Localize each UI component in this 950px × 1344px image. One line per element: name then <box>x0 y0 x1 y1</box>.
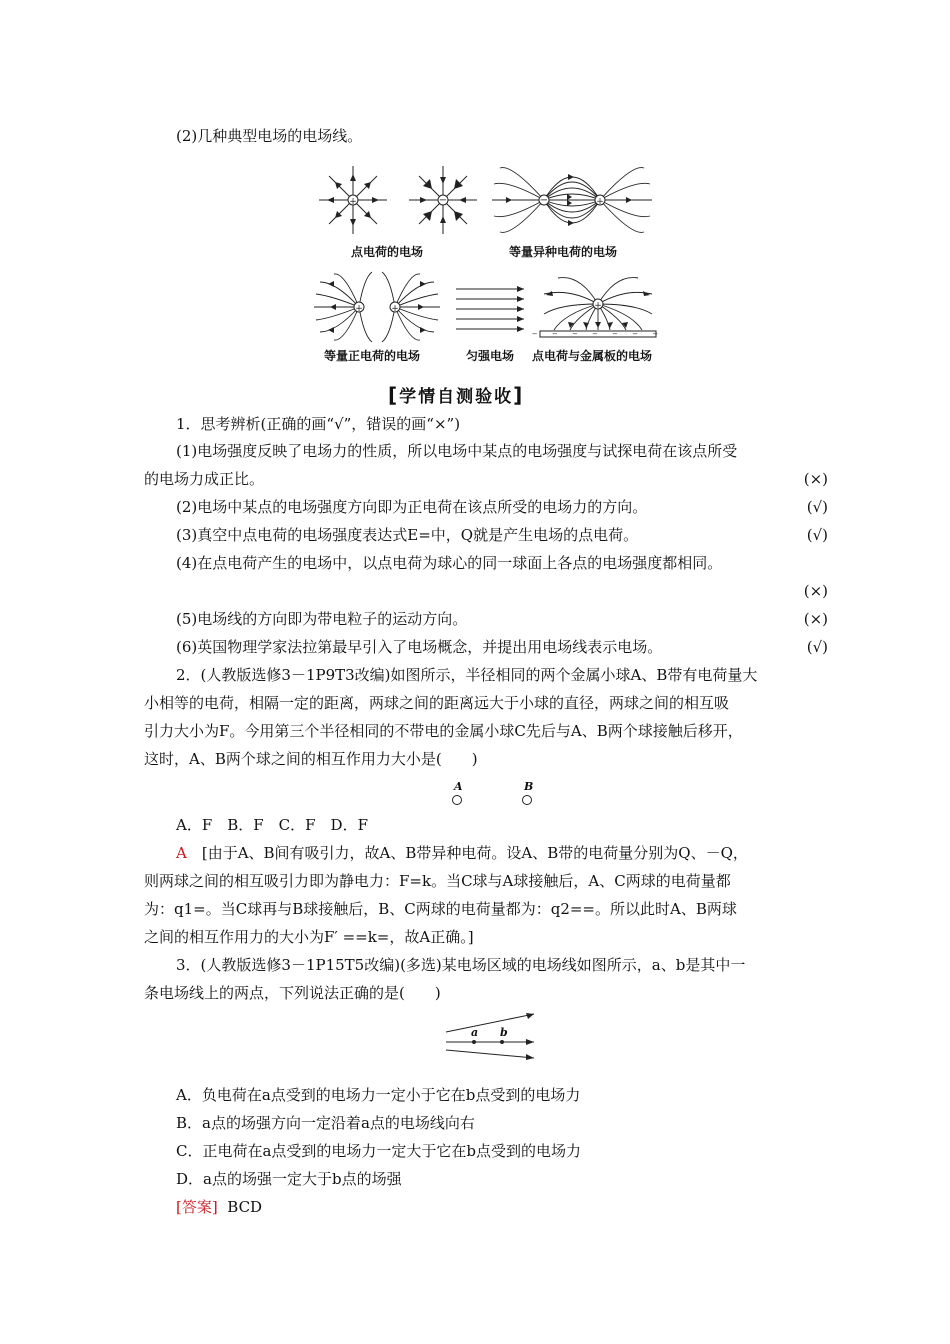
q2-explanation-line-2: 则两球之间的相互吸引力即为静电力：F=k。当C球与A球接触后，A、C两球的电荷量都 <box>144 872 731 890</box>
q2-explanation-line-3: 为：q1=。当C球再与B球接触后，B、C两球的电荷量都为：q2==。所以此时A、B两球 <box>144 900 737 918</box>
q3-answer-label: [答案] <box>176 1198 218 1216</box>
q3-stem-line-1: 3．(人教版选修3－1P15T5改编)(多选)某电场区域的电场线如图所示，a、b是其中一 <box>176 956 746 974</box>
q3-answer <box>176 1197 262 1217</box>
uniform-field-diagram <box>456 284 526 334</box>
positive-point-charge-diagram <box>318 164 388 236</box>
q2-fig-label-b: B <box>524 780 534 793</box>
unlike-charges-diagram <box>492 164 652 236</box>
q1-item-4-mark: (×) <box>803 582 828 600</box>
q2-stem-line-1: 2．(人教版选修3－1P9T3改编)如图所示，半径相同的两个金属小球A、B带有电荷量大 <box>176 666 758 684</box>
left-bracket-icon: [ <box>388 383 400 407</box>
q3-option-a: A．负电荷在a点受到的电场力一定小于它在b点受到的电场力 <box>176 1086 581 1104</box>
svg-text:+: + <box>391 304 399 314</box>
q1-item-3-mark: (√) <box>806 526 828 544</box>
q3-fig-label-b: b <box>500 1026 508 1039</box>
q2-stem-line-4: 这时，A、B两个球之间的相互作用力大小是( ) <box>144 750 478 768</box>
right-bracket-icon: ] <box>513 383 525 407</box>
svg-text:+: + <box>355 304 363 314</box>
q1-item-1-line-1: (1)电场强度反映了电场力的性质，所以电场中某点的电场强度与试探电荷在该点所受 <box>176 442 738 460</box>
q1-item-2-mark: (√) <box>806 498 828 516</box>
q1-item-6: (6)英国物理学家法拉第最早引入了电场概念，并提出用电场线表示电场。 <box>176 638 663 656</box>
caption-like-charges: 等量正电荷的电场 <box>324 349 421 363</box>
q2-fig-label-a: A <box>454 780 463 793</box>
q1-item-3: (3)真空中点电荷的电场强度表达式E=中，Q就是产生电场的点电荷。 <box>176 526 639 544</box>
q3-stem-line-2: 条电场线上的两点，下列说法正确的是( ) <box>144 984 441 1002</box>
svg-text:+: + <box>594 301 602 311</box>
like-charges-diagram <box>314 272 440 342</box>
q1-item-5: (5)电场线的方向即为带电粒子的运动方向。 <box>176 610 468 628</box>
q2-explanation-line-1: A [由于A、B间有吸引力，故A、B带异种电荷。设A、B带的电荷量分别为Q、－Q， <box>176 844 748 862</box>
q2-stem-line-2: 小相等的电荷，相隔一定的距离，两球之间的距离远大于小球的直径，两球之间的相互吸 <box>144 694 730 712</box>
svg-text:−: − <box>539 195 549 206</box>
q3-field-lines-diagram <box>446 1012 538 1060</box>
negative-point-charge-diagram <box>408 164 478 236</box>
self-test-title: [学情自测验收] <box>388 383 525 407</box>
caption-uniform-field: 匀强电场 <box>466 349 515 363</box>
q1-item-6-mark: (√) <box>806 638 828 656</box>
q2-options: A．F B．F C．F D．F <box>176 816 368 834</box>
section-heading: (2)几种典型电场的电场线。 <box>176 127 363 145</box>
svg-text:−: − <box>438 195 448 206</box>
svg-text:+: + <box>349 197 357 207</box>
q1-item-4: (4)在点电荷产生的电场中，以点电荷为球心的同一球面上各点的电场强度都相同。 <box>176 554 723 572</box>
svg-text:− − − − − − −: − − − − − − − <box>531 330 665 338</box>
q3-fig-label-a: a <box>471 1026 479 1039</box>
q3-option-d: D．a点的场强一定大于b点的场强 <box>176 1170 402 1188</box>
q2-answer-letter: A <box>176 844 187 862</box>
caption-unlike-charges: 等量异种电荷的电场 <box>509 245 618 259</box>
q3-option-c: C．正电荷在a点受到的电场力一定大于它在b点受到的电场力 <box>176 1142 582 1160</box>
sphere-a-icon <box>452 795 462 805</box>
q1-item-2: (2)电场中某点的电场强度方向即为正电荷在该点所受的电场力的方向。 <box>176 498 648 516</box>
q3-option-b: B．a点的场强方向一定沿着a点的电场线向右 <box>176 1114 475 1132</box>
q2-stem-line-3: 引力大小为F。今用第三个半径相同的不带电的金属小球C先后与A、B两个球接触后移开， <box>144 722 743 740</box>
caption-charge-plate: 点电荷与金属板的电场 <box>532 349 653 363</box>
q3-answer-value: BCD <box>227 1198 263 1216</box>
sphere-b-icon <box>522 795 532 805</box>
charge-plate-diagram <box>531 274 665 340</box>
q1-item-1-line-2: 的电场力成正比。 <box>144 470 265 488</box>
caption-point-charge: 点电荷的电场 <box>351 245 424 259</box>
q1-item-1-mark: (×) <box>803 470 828 488</box>
q1-item-5-mark: (×) <box>803 610 828 628</box>
q1-stem: 1．思考辨析(正确的画“√”，错误的画“×”) <box>176 415 461 433</box>
q2-explanation-line-4: 之间的相互作用力的大小为F′ ==k=，故A正确。] <box>144 928 474 946</box>
svg-text:+: + <box>596 197 604 207</box>
